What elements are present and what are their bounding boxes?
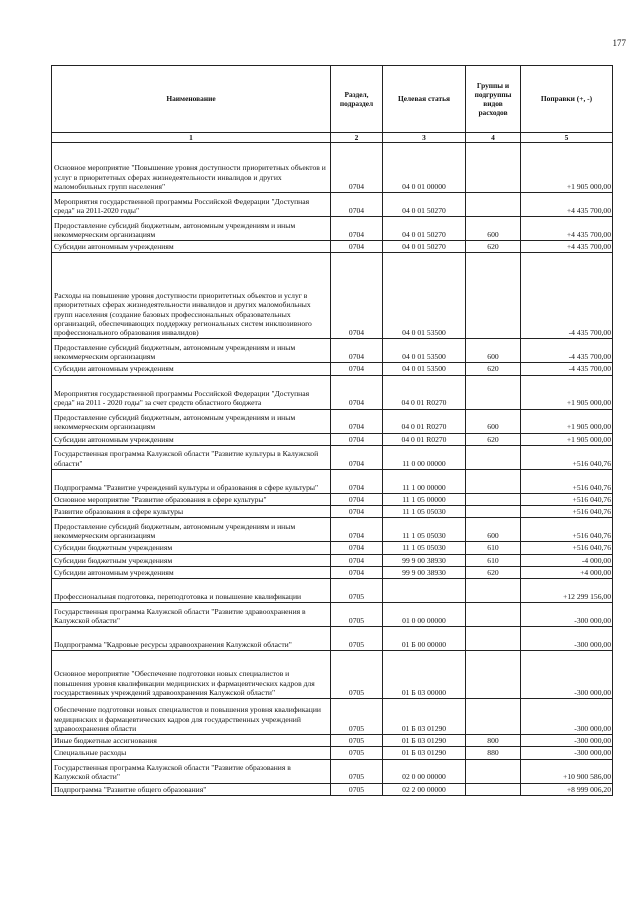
row-group (466, 445, 521, 469)
row-section: 0705 (331, 651, 383, 699)
row-amount: -300 000,00 (521, 747, 613, 759)
row-amount: -4 435 700,00 (521, 253, 613, 339)
row-amount: +4 435 700,00 (521, 193, 613, 217)
row-group (466, 759, 521, 783)
row-name: Предоставление субсидий бюджетным, автономным учреждениям и иным некоммерческим организациям (52, 409, 331, 433)
header-row (52, 66, 613, 133)
row-target: 11 1 05 05030 (383, 518, 466, 542)
row-section: 0704 (331, 339, 383, 363)
table-row (52, 363, 613, 375)
row-amount: -4 435 700,00 (521, 339, 613, 363)
table-row (52, 193, 613, 217)
row-name: Подпрограмма "Развитие учреждений культуры и образования в сфере культуры" (52, 469, 331, 493)
row-name: Подпрограмма "Развитие общего образования" (52, 783, 331, 795)
row-name: Мероприятия государственной программы Российской Федерации "Доступная среда" на 2011 - 2020 годы" за счет средств областного бюджета (52, 375, 331, 409)
row-target (383, 579, 466, 603)
row-group (466, 469, 521, 493)
row-section: 0705 (331, 699, 383, 735)
row-section: 0704 (331, 375, 383, 409)
row-group: 620 (466, 363, 521, 375)
row-target: 11 0 00 00000 (383, 445, 466, 469)
row-name: Развитие образования в сфере культуры (52, 506, 331, 518)
page-number: 177 (612, 38, 626, 48)
row-amount: +4 435 700,00 (521, 241, 613, 253)
row-target: 11 1 05 05030 (383, 542, 466, 554)
index-cell: 2 (331, 133, 383, 143)
row-group (466, 579, 521, 603)
row-section: 0705 (331, 783, 383, 795)
row-section: 0704 (331, 518, 383, 542)
row-target: 02 2 00 00000 (383, 783, 466, 795)
row-section: 0705 (331, 735, 383, 747)
row-name: Специальные расходы (52, 747, 331, 759)
row-group (466, 603, 521, 627)
row-group (466, 627, 521, 651)
table-row (52, 433, 613, 445)
table-row (52, 518, 613, 542)
row-section: 0704 (331, 445, 383, 469)
row-section: 0704 (331, 433, 383, 445)
row-target: 04 0 01 50270 (383, 217, 466, 241)
row-name: Иные бюджетные ассигнования (52, 735, 331, 747)
row-group: 600 (466, 217, 521, 241)
table-row (52, 506, 613, 518)
row-target: 11 1 05 05030 (383, 506, 466, 518)
row-name: Субсидии автономным учреждениям (52, 241, 331, 253)
row-section: 0704 (331, 506, 383, 518)
table-row (52, 253, 613, 339)
index-cell: 4 (466, 133, 521, 143)
row-amount: +1 905 000,00 (521, 375, 613, 409)
row-target: 04 0 01 R0270 (383, 409, 466, 433)
row-amount: +1 905 000,00 (521, 143, 613, 193)
row-amount: +1 905 000,00 (521, 433, 613, 445)
row-name: Государственная программа Калужской области "Развитие здравоохранения в Калужской области" (52, 603, 331, 627)
row-group: 800 (466, 735, 521, 747)
row-target: 01 Б 03 00000 (383, 651, 466, 699)
table-row (52, 627, 613, 651)
row-name: Государственная программа Калужской области "Развитие образования в Калужской области" (52, 759, 331, 783)
row-amount: -300 000,00 (521, 651, 613, 699)
row-amount: +516 040,76 (521, 445, 613, 469)
row-section: 0705 (331, 579, 383, 603)
header-groups: Группы и подгруппы видов расходов (466, 66, 521, 133)
index-cell: 5 (521, 133, 613, 143)
row-section: 0704 (331, 493, 383, 505)
row-group: 620 (466, 433, 521, 445)
row-section: 0704 (331, 193, 383, 217)
row-group (466, 506, 521, 518)
table-row (52, 735, 613, 747)
row-group (466, 493, 521, 505)
row-name: Субсидии автономным учреждениям (52, 433, 331, 445)
row-target: 99 9 00 38930 (383, 566, 466, 578)
row-name: Государственная программа Калужской области "Развитие культуры в Калужской области" (52, 445, 331, 469)
index-cell: 1 (52, 133, 331, 143)
row-group: 600 (466, 409, 521, 433)
row-group (466, 651, 521, 699)
row-name: Подпрограмма "Кадровые ресурсы здравоохранения Калужской области" (52, 627, 331, 651)
row-target: 11 1 05 00000 (383, 493, 466, 505)
row-name: Мероприятия государственной программы Российской Федерации "Доступная среда" на 2011-2020 годы" (52, 193, 331, 217)
row-amount: +4 435 700,00 (521, 217, 613, 241)
row-section: 0705 (331, 747, 383, 759)
table-row (52, 409, 613, 433)
row-target: 01 Б 03 01290 (383, 699, 466, 735)
row-amount: +8 999 006,20 (521, 783, 613, 795)
row-section: 0704 (331, 217, 383, 241)
row-group (466, 143, 521, 193)
row-name: Обеспечение подготовки новых специалистов и повышения уровня квалификации медицинских и фармацевтических кадров для государственных учреждений здравоохранения области (52, 699, 331, 735)
row-group (466, 783, 521, 795)
row-name: Субсидии бюджетным учреждениям (52, 554, 331, 566)
row-target: 04 0 01 R0270 (383, 375, 466, 409)
table-row (52, 217, 613, 241)
row-amount: +516 040,76 (521, 518, 613, 542)
row-name: Профессиональная подготовка, переподготовка и повышение квалификации (52, 579, 331, 603)
row-target: 04 0 01 53500 (383, 253, 466, 339)
row-section: 0705 (331, 759, 383, 783)
row-target: 02 0 00 00000 (383, 759, 466, 783)
row-target: 01 Б 03 01290 (383, 735, 466, 747)
row-section: 0704 (331, 253, 383, 339)
row-name: Основное мероприятие "Обеспечение подготовки новых специалистов и повышения уровня квалификации медицинских и фармацевтических кадров для государственных учреждений здравоохранения Калужской области" (52, 651, 331, 699)
row-amount: +516 040,76 (521, 493, 613, 505)
row-amount: +12 299 156,00 (521, 579, 613, 603)
row-name: Субсидии автономным учреждениям (52, 566, 331, 578)
index-cell: 3 (383, 133, 466, 143)
row-group: 600 (466, 518, 521, 542)
row-name: Субсидии автономным учреждениям (52, 363, 331, 375)
row-target: 04 0 01 50270 (383, 193, 466, 217)
table-row (52, 375, 613, 409)
row-section: 0704 (331, 143, 383, 193)
row-target: 04 0 01 00000 (383, 143, 466, 193)
header-amend: Поправки (+, -) (521, 66, 613, 133)
budget-amendments-table (51, 65, 613, 796)
table-row (52, 699, 613, 735)
row-target: 04 0 01 53500 (383, 339, 466, 363)
row-amount: -4 435 700,00 (521, 363, 613, 375)
row-amount: -300 000,00 (521, 735, 613, 747)
header-name: Наименование (52, 66, 331, 133)
row-section: 0705 (331, 627, 383, 651)
row-section: 0704 (331, 241, 383, 253)
row-group: 600 (466, 339, 521, 363)
row-target: 01 Б 00 00000 (383, 627, 466, 651)
row-group: 620 (466, 241, 521, 253)
row-group (466, 193, 521, 217)
table-row (52, 651, 613, 699)
row-section: 0704 (331, 469, 383, 493)
table-row (52, 469, 613, 493)
row-name: Предоставление субсидий бюджетным, автономным учреждениям и иным некоммерческим организациям (52, 217, 331, 241)
row-amount: +10 900 586,00 (521, 759, 613, 783)
row-target: 01 Б 03 01290 (383, 747, 466, 759)
row-section: 0705 (331, 603, 383, 627)
row-section: 0704 (331, 554, 383, 566)
table-row (52, 603, 613, 627)
table-row (52, 241, 613, 253)
row-amount: -300 000,00 (521, 603, 613, 627)
table-row (52, 783, 613, 795)
row-section: 0704 (331, 363, 383, 375)
row-amount: +4 000,00 (521, 566, 613, 578)
row-target: 04 0 01 50270 (383, 241, 466, 253)
row-amount: -300 000,00 (521, 699, 613, 735)
row-name: Предоставление субсидий бюджетным, автономным учреждениям и иным некоммерческим организациям (52, 518, 331, 542)
row-group (466, 375, 521, 409)
row-name: Расходы на повышение уровня доступности приоритетных объектов и услуг в приоритетных сферах жизнедеятельности инвалидов и других маломобильных групп населения (создание базовых профессиональных образовательных организаций, обеспечивающих поддержку региональных систем инклюзивного профессионального образования инвалидов) (52, 253, 331, 339)
row-target: 04 0 01 R0270 (383, 433, 466, 445)
table-row (52, 493, 613, 505)
row-name: Основное мероприятие "Развитие образования в сфере культуры" (52, 493, 331, 505)
row-amount: +1 905 000,00 (521, 409, 613, 433)
row-name: Субсидии бюджетным учреждениям (52, 542, 331, 554)
row-section: 0704 (331, 566, 383, 578)
header-section: Раздел, подраздел (331, 66, 383, 133)
index-row (52, 133, 613, 143)
table-row (52, 542, 613, 554)
table-row (52, 566, 613, 578)
table-row (52, 759, 613, 783)
row-group: 620 (466, 566, 521, 578)
table-row (52, 445, 613, 469)
row-amount: -300 000,00 (521, 627, 613, 651)
header-target: Целевая статья (383, 66, 466, 133)
row-section: 0704 (331, 542, 383, 554)
row-group: 880 (466, 747, 521, 759)
row-name: Основное мероприятие "Повышение уровня доступности приоритетных объектов и услуг в приоритетных сферах жизнедеятельности инвалидов и других маломобильных групп населения" (52, 143, 331, 193)
table-row (52, 747, 613, 759)
row-target: 99 9 00 38930 (383, 554, 466, 566)
row-amount: +516 040,76 (521, 542, 613, 554)
row-name: Предоставление субсидий бюджетным, автономным учреждениям и иным некоммерческим организациям (52, 339, 331, 363)
row-group: 610 (466, 542, 521, 554)
row-target: 04 0 01 53500 (383, 363, 466, 375)
row-group: 610 (466, 554, 521, 566)
table-row (52, 554, 613, 566)
table-row (52, 143, 613, 193)
row-section: 0704 (331, 409, 383, 433)
row-amount: +516 040,76 (521, 506, 613, 518)
row-group (466, 699, 521, 735)
table-row (52, 339, 613, 363)
row-target: 01 0 00 00000 (383, 603, 466, 627)
table-row (52, 579, 613, 603)
row-group (466, 253, 521, 339)
row-target: 11 1 00 00000 (383, 469, 466, 493)
row-amount: +516 040,76 (521, 469, 613, 493)
row-amount: -4 000,00 (521, 554, 613, 566)
